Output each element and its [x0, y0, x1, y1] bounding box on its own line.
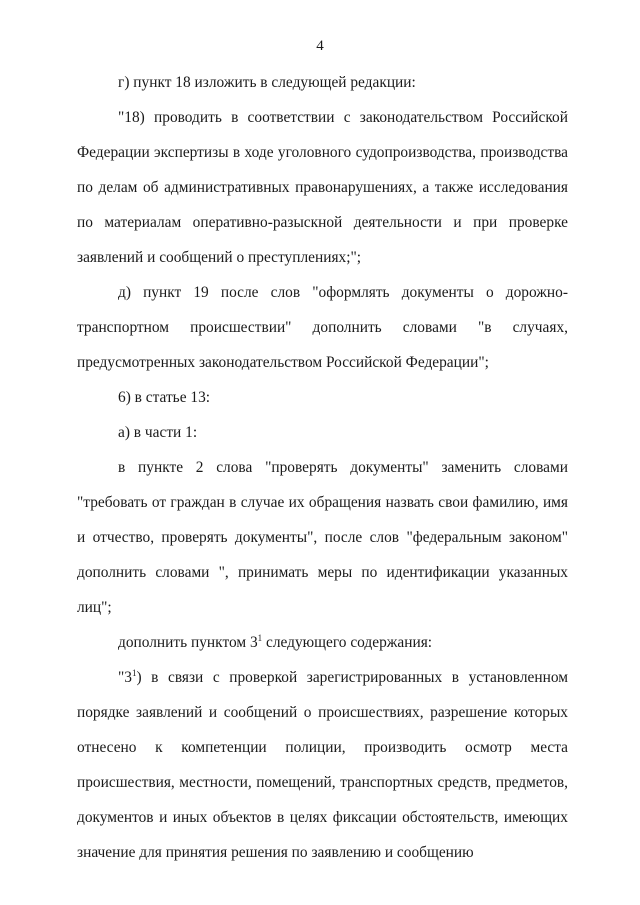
paragraph-item-6: 6) в статье 13: [118, 389, 211, 406]
superscript: 1 [257, 632, 263, 643]
paragraph-item-g: г) пункт 18 изложить в следующей редакции: [118, 74, 416, 91]
paragraph-item-18-text: "18) проводить в соответствии с законодательством Российской Федерации экспертизы в ходе уголовного судопроизводства, производства по делам об административных правонарушениях, а также исследования по материалам оперативно-разыскной деятельности и при проверке заявлений и сообщений о преступлениях;"; [77, 109, 568, 266]
document-body [77, 65, 568, 870]
paragraph-text-after: ) в связи с проверкой зарегистрированных в установленном порядке заявлений и сообщений о происшествиях, разрешение которых отнесено к компетенции полиции, производить осмотр места происшествия, местности, помещений, транспортных средств, предметов, документов и иных объектов в целях фиксации обстоятельств, имеющих значение для принятия решения по заявлению и сообщению [77, 669, 568, 861]
paragraph-add-point-3-1 [77, 625, 568, 660]
paragraph-item-a: а) в части 1: [118, 424, 198, 441]
superscript: 1 [131, 667, 137, 678]
paragraph-item-d: д) пункт 19 после слов "оформлять документы о дорожно-транспортном происшествии" дополнить словами "в случаях, предусмотренных законодательством Российской Федерации"; [77, 284, 568, 371]
paragraph-point-3-1-text [77, 660, 568, 870]
paragraph-text-after: следующего содержания: [262, 634, 433, 651]
paragraph-text-before: дополнить пунктом 3 [118, 634, 258, 651]
paragraph-point-2-change: в пункте 2 слова "проверять документы" заменить словами "требовать от граждан в случае их обращения назвать свои фамилию, имя и отчество, проверять документы", после слов "федеральным законом" дополнить словами ", принимать меры по идентификации указанных лиц"; [77, 459, 568, 616]
page-number: 4 [316, 38, 324, 54]
paragraph-text-before: "3 [118, 669, 132, 686]
